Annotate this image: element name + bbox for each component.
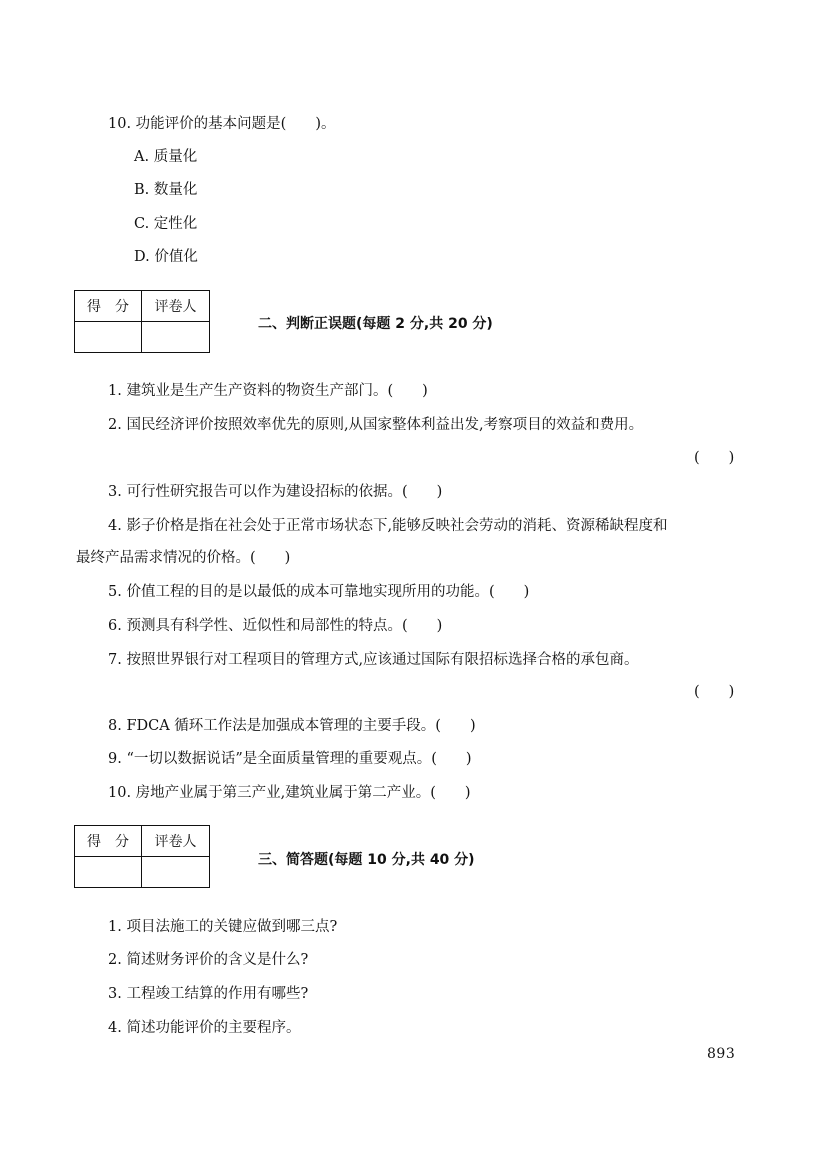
section-3-title: 三、简答题(每题 10 分,共 40 分) — [258, 852, 475, 868]
judgment-item-9: 9. “一切以数据说话”是全面质量管理的重要观点。( ) — [108, 751, 472, 767]
grader-cell — [142, 857, 210, 888]
option-d: D. 价值化 — [134, 249, 198, 265]
judgment-item-8: 8. FDCA 循环工作法是加强成本管理的主要手段。( ) — [108, 718, 476, 734]
score-label: 得 分 — [75, 291, 142, 322]
judgment-item-7: 7. 按照世界银行对工程项目的管理方式,应该通过国际有限招标选择合格的承包商。 — [108, 652, 639, 668]
judgment-item-4: 4. 影子价格是指在社会处于正常市场状态下,能够反映社会劳动的消耗、资源稀缺程度和 — [108, 518, 668, 534]
page-number: 893 — [707, 1046, 736, 1062]
judgment-item-2-brackets: ( ) — [694, 450, 735, 466]
score-cell — [75, 322, 142, 353]
option-a: A. 质量化 — [134, 149, 198, 165]
section-2-title: 二、判断正误题(每题 2 分,共 20 分) — [258, 316, 493, 332]
short-answer-item-2: 2. 简述财务评价的含义是什么? — [108, 952, 309, 968]
judgment-item-2: 2. 国民经济评价按照效率优先的原则,从国家整体利益出发,考察项目的效益和费用。 — [108, 417, 644, 433]
grader-label: 评卷人 — [142, 291, 210, 322]
judgment-item-6: 6. 预测具有科学性、近似性和局部性的特点。( ) — [108, 618, 443, 634]
short-answer-item-3: 3. 工程竣工结算的作用有哪些? — [108, 986, 309, 1002]
option-b: B. 数量化 — [134, 182, 198, 198]
grader-label: 评卷人 — [142, 826, 210, 857]
judgment-item-1: 1. 建筑业是生产生产资料的物资生产部门。( ) — [108, 383, 428, 399]
judgment-item-10: 10. 房地产业属于第三产业,建筑业属于第二产业。( ) — [108, 785, 471, 801]
judgment-item-5: 5. 价值工程的目的是以最低的成本可靠地实现所用的功能。( ) — [108, 584, 530, 600]
score-table-section-3 — [74, 825, 210, 888]
judgment-item-3: 3. 可行性研究报告可以作为建设招标的依据。( ) — [108, 484, 443, 500]
short-answer-item-4: 4. 简述功能评价的主要程序。 — [108, 1020, 301, 1036]
judgment-item-7-brackets: ( ) — [694, 684, 735, 700]
score-table-section-2 — [74, 290, 210, 353]
score-cell — [75, 857, 142, 888]
judgment-item-4-cont: 最终产品需求情况的价格。( ) — [76, 550, 291, 566]
question-stem: 10. 功能评价的基本问题是( )。 — [108, 116, 336, 132]
score-label: 得 分 — [75, 826, 142, 857]
option-c: C. 定性化 — [134, 216, 198, 232]
grader-cell — [142, 322, 210, 353]
short-answer-item-1: 1. 项目法施工的关键应做到哪三点? — [108, 919, 338, 935]
